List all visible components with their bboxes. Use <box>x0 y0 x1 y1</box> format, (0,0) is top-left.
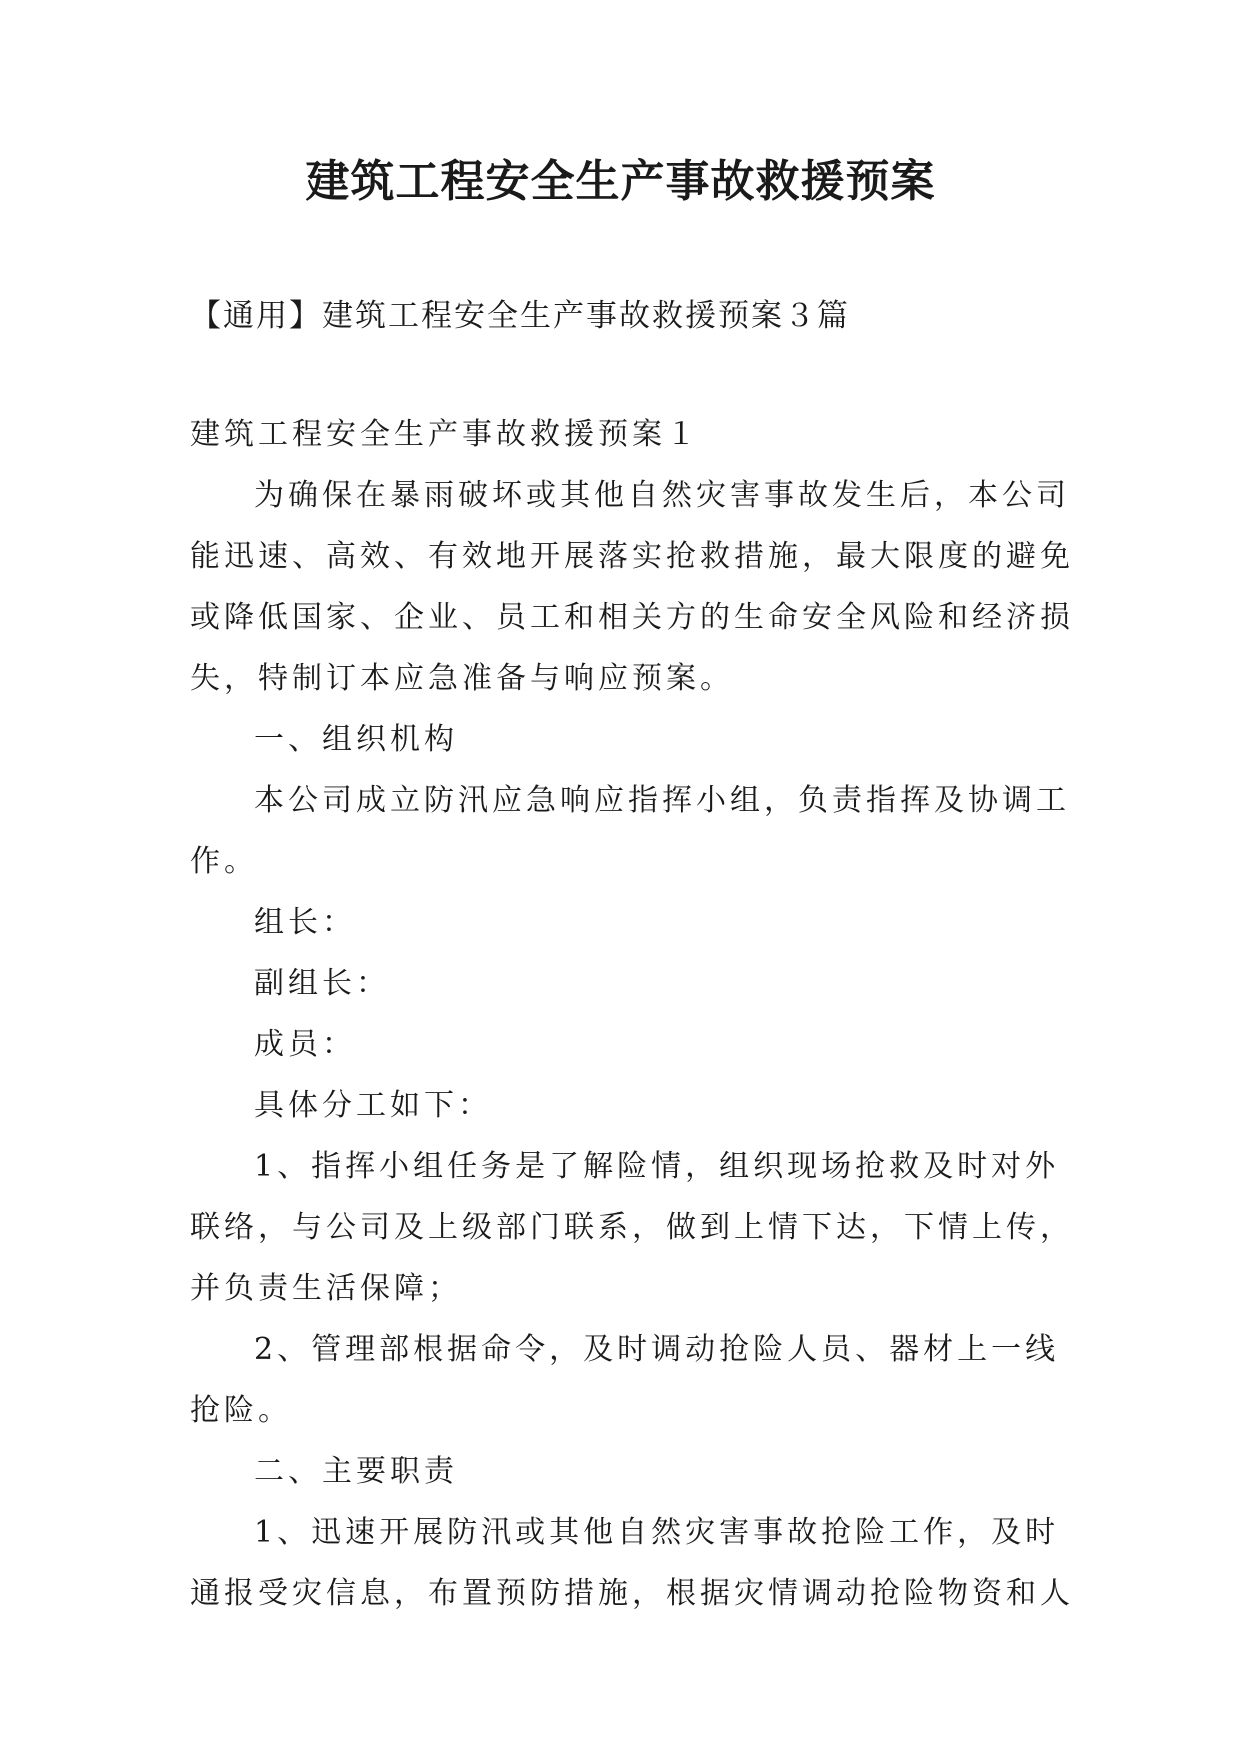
paragraph-line: 具体分工如下： <box>254 1088 492 1123</box>
paragraph-line: 建筑工程安全生产事故救援预案１ <box>190 417 700 452</box>
paragraph-line: 本公司成立防汛应急响应指挥小组，负责指挥及协调工 <box>254 783 1070 818</box>
paragraph-line: 并负责生活保障； <box>190 1271 462 1306</box>
paragraph-line: 为确保在暴雨破坏或其他自然灾害事故发生后，本公司 <box>254 478 1070 513</box>
paragraph-line: 一、组织机构 <box>254 722 458 757</box>
document-body <box>190 404 1074 1624</box>
paragraph-line: 联络，与公司及上级部门联系，做到上情下达，下情上传， <box>190 1210 1074 1245</box>
paragraph-line: 作。 <box>190 844 258 879</box>
paragraph-line: 或降低国家、企业、员工和相关方的生命安全风险和经济损 <box>190 600 1074 635</box>
paragraph-line: 二、主要职责 <box>254 1454 458 1489</box>
paragraph-line: 抢险。 <box>190 1393 292 1428</box>
paragraph-line: 通报受灾信息，布置预防措施，根据灾情调动抢险物资和人 <box>190 1576 1074 1611</box>
paragraph-line: 组长： <box>254 905 356 940</box>
paragraph-line: 2、管理部根据命令，及时调动抢险人员、器材上一线 <box>254 1332 1060 1367</box>
document-subtitle: 【通用】建筑工程安全生产事故救援预案３篇 <box>190 298 850 334</box>
paragraph-line: 1、指挥小组任务是了解险情，组织现场抢救及时对外 <box>254 1149 1060 1184</box>
paragraph-line: 副组长： <box>254 966 390 1001</box>
paragraph-line: 能迅速、高效、有效地开展落实抢救措施，最大限度的避免 <box>190 539 1074 574</box>
page-title: 建筑工程安全生产事故救援预案 <box>305 156 936 207</box>
paragraph-line: 成员： <box>254 1027 356 1062</box>
paragraph-line: 1、迅速开展防汛或其他自然灾害事故抢险工作，及时 <box>254 1515 1060 1550</box>
paragraph-line: 失，特制订本应急准备与响应预案。 <box>190 661 734 696</box>
